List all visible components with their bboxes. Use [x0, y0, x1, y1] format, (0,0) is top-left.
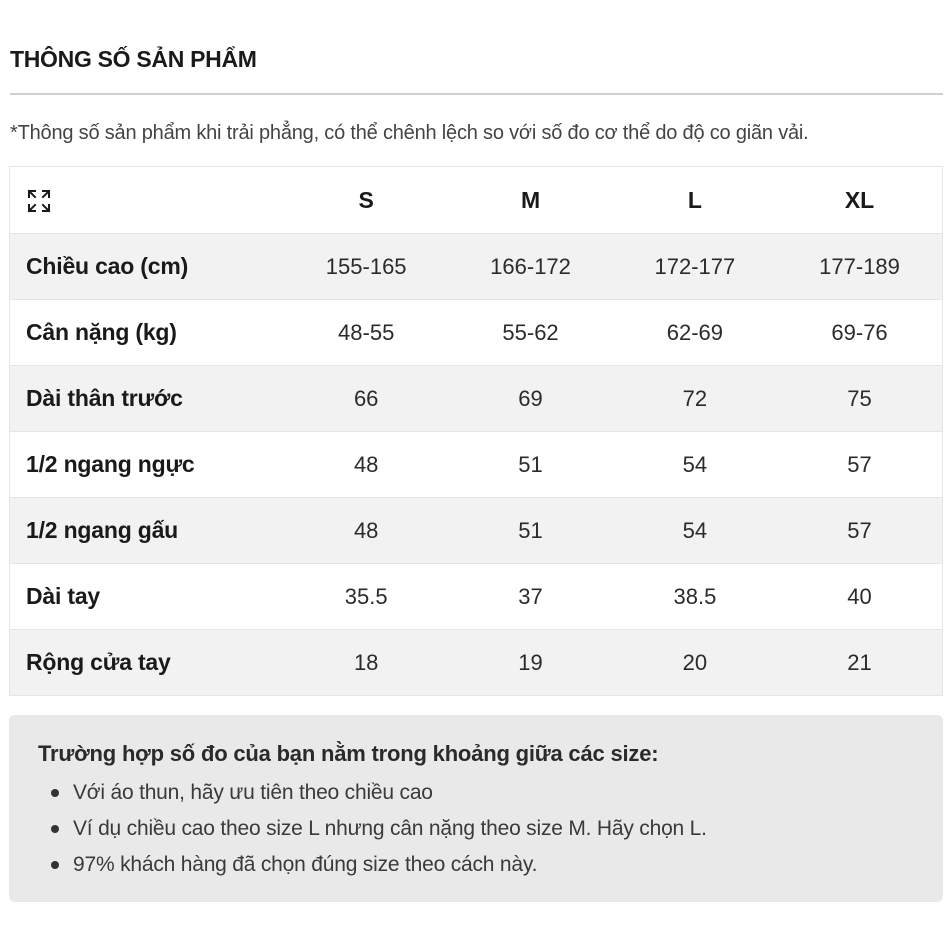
list-item: Ví dụ chiều cao theo size L nhưng cân nặng theo size M. Hãy chọn L. — [38, 811, 914, 847]
table-cell: 48-55 — [284, 300, 448, 366]
size-tip-box — [9, 715, 943, 902]
table-row — [10, 366, 943, 432]
table-cell: 166-172 — [448, 234, 612, 300]
table-cell: 177-189 — [777, 234, 942, 300]
table-cell: 38.5 — [613, 564, 777, 630]
table-row — [10, 300, 943, 366]
table-cell: 37 — [448, 564, 612, 630]
table-cell: 18 — [284, 630, 448, 696]
table-cell: 55-62 — [448, 300, 612, 366]
table-cell: 51 — [448, 498, 612, 564]
table-cell: 57 — [777, 498, 942, 564]
size-header-l: L — [613, 167, 777, 234]
table-cell: 69-76 — [777, 300, 942, 366]
expand-icon[interactable] — [26, 188, 52, 214]
table-cell: 54 — [613, 432, 777, 498]
table-cell: 51 — [448, 432, 612, 498]
row-label: Rộng cửa tay — [10, 630, 285, 696]
table-corner-cell — [10, 167, 285, 234]
table-cell: 75 — [777, 366, 942, 432]
table-cell: 19 — [448, 630, 612, 696]
table-cell: 54 — [613, 498, 777, 564]
table-row — [10, 498, 943, 564]
table-header-row — [10, 167, 943, 234]
table-row — [10, 234, 943, 300]
table-cell: 21 — [777, 630, 942, 696]
table-cell: 48 — [284, 432, 448, 498]
size-chart-table — [9, 166, 943, 696]
table-cell: 66 — [284, 366, 448, 432]
table-cell: 48 — [284, 498, 448, 564]
list-item: 97% khách hàng đã chọn đúng size theo cách này. — [38, 847, 914, 883]
row-label: Dài tay — [10, 564, 285, 630]
row-label: 1/2 ngang ngực — [10, 432, 285, 498]
table-row — [10, 432, 943, 498]
table-cell: 20 — [613, 630, 777, 696]
tip-list — [38, 775, 914, 883]
title-divider — [10, 93, 943, 95]
row-label: Cân nặng (kg) — [10, 300, 285, 366]
tip-heading: Trường hợp số đo của bạn nằm trong khoảng giữa các size: — [38, 741, 659, 766]
table-cell: 35.5 — [284, 564, 448, 630]
table-row — [10, 630, 943, 696]
table-cell: 69 — [448, 366, 612, 432]
row-label: Dài thân trước — [10, 366, 285, 432]
size-header-s: S — [284, 167, 448, 234]
size-note: *Thông số sản phẩm khi trải phẳng, có thể chênh lệch so với số đo cơ thể do độ co giãn vải. — [10, 122, 809, 144]
size-header-m: M — [448, 167, 612, 234]
page-title: THÔNG SỐ SẢN PHẨM — [10, 46, 257, 72]
table-cell: 40 — [777, 564, 942, 630]
size-header-xl: XL — [777, 167, 942, 234]
table-cell: 57 — [777, 432, 942, 498]
row-label: 1/2 ngang gấu — [10, 498, 285, 564]
table-cell: 62-69 — [613, 300, 777, 366]
row-label: Chiều cao (cm) — [10, 234, 285, 300]
table-cell: 155-165 — [284, 234, 448, 300]
table-cell: 172-177 — [613, 234, 777, 300]
table-row — [10, 564, 943, 630]
list-item: Với áo thun, hãy ưu tiên theo chiều cao — [38, 775, 914, 811]
table-cell: 72 — [613, 366, 777, 432]
